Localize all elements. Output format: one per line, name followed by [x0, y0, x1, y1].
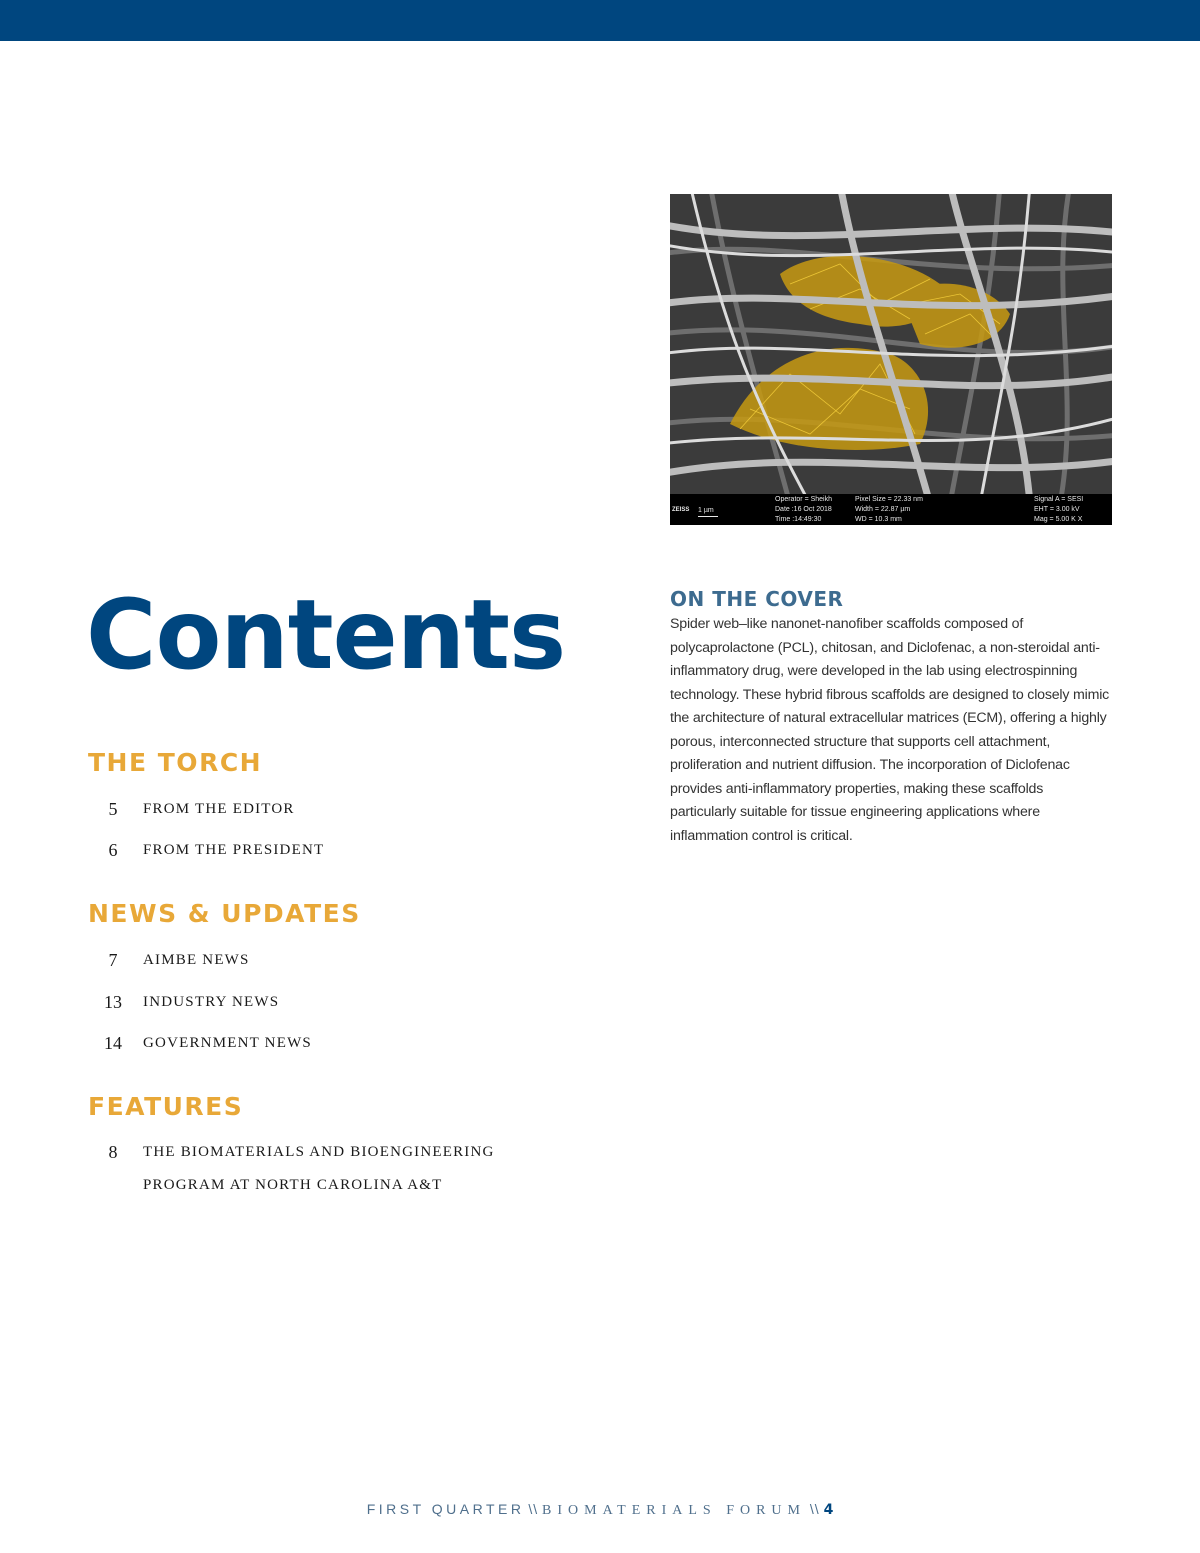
- toc-entry-biomaterials-program-line1[interactable]: THE BIOMATERIALS AND BIOENGINEERING: [143, 1144, 495, 1160]
- sem-scale-bar: [698, 516, 718, 517]
- footer-page-number: 4: [823, 1502, 834, 1518]
- toc-entry-from-the-editor[interactable]: FROM THE EDITOR: [143, 801, 295, 817]
- sem-info-bar: [670, 494, 1112, 525]
- cover-sem-image: [670, 194, 1112, 525]
- sem-width: Width = 22.87 µm: [855, 506, 911, 513]
- contents-title: Contents: [86, 579, 566, 691]
- section-heading-the-torch: THE TORCH: [88, 748, 263, 777]
- sem-wd: WD = 10.3 mm: [855, 516, 902, 523]
- toc-entry-aimbe-news[interactable]: AIMBE NEWS: [143, 952, 250, 968]
- page-footer: [0, 1498, 1200, 1522]
- toc-entry-industry-news[interactable]: INDUSTRY NEWS: [143, 994, 280, 1010]
- sem-brand: ZEISS: [672, 507, 690, 513]
- on-the-cover-heading: ON THE COVER: [670, 587, 844, 611]
- sem-micrograph-graphic: [670, 194, 1112, 494]
- section-heading-features: FEATURES: [88, 1092, 244, 1121]
- sem-eht: EHT = 3.00 kV: [1034, 506, 1080, 513]
- top-banner-bar: [0, 0, 1200, 41]
- toc-page-number: 5: [108, 799, 118, 819]
- footer-separator: \\: [809, 1501, 820, 1517]
- sem-operator: Operator = Sheikh: [775, 496, 833, 503]
- footer-magazine-name: BIOMATERIALS FORUM: [542, 1503, 806, 1518]
- toc-page-number: 6: [108, 840, 118, 860]
- toc-page-number: 14: [104, 1033, 122, 1053]
- cover-description: Spider web–like nanonet-nanofiber scaffolds composed of polycaprolactone (PCL), chitosan, and Diclofenac, a non-steroidal anti-inflammatory drug, were developed in the lab using electrospinning technology. These hybrid fibrous scaffolds are designed to closely mimic the architecture of natural extracellular matrices (ECM), offering a highly porous, interconnected structure that supports cell attachment, proliferation and nutrient diffusion. The incorporation of Diclofenac provides anti-inflammatory properties, making these scaffolds particularly suitable for tissue engineering applications where inflammation control is critical.: [670, 616, 1110, 844]
- footer-separator: \\: [528, 1501, 539, 1517]
- toc-page-number: 8: [108, 1142, 118, 1162]
- toc-entry-biomaterials-program-line2[interactable]: PROGRAM AT NORTH CAROLINA A&T: [143, 1177, 443, 1193]
- toc-page-number: 7: [108, 950, 118, 970]
- toc-entry-from-the-president[interactable]: FROM THE PRESIDENT: [143, 842, 325, 858]
- sem-date: Date :16 Oct 2018: [775, 506, 832, 513]
- toc-page-number: 13: [104, 992, 122, 1012]
- sem-scale-label: 1 µm: [698, 507, 714, 514]
- sem-mag: Mag = 5.00 K X: [1034, 516, 1083, 523]
- sem-time: Time :14:49:30: [775, 516, 822, 523]
- sem-signal: Signal A = SESI: [1034, 496, 1084, 503]
- section-heading-news-updates: NEWS & UPDATES: [88, 899, 361, 928]
- toc-entry-government-news[interactable]: GOVERNMENT NEWS: [143, 1035, 312, 1051]
- sem-pixel-size: Pixel Size = 22.33 nm: [855, 496, 923, 503]
- footer-quarter: FIRST QUARTER: [366, 1501, 525, 1517]
